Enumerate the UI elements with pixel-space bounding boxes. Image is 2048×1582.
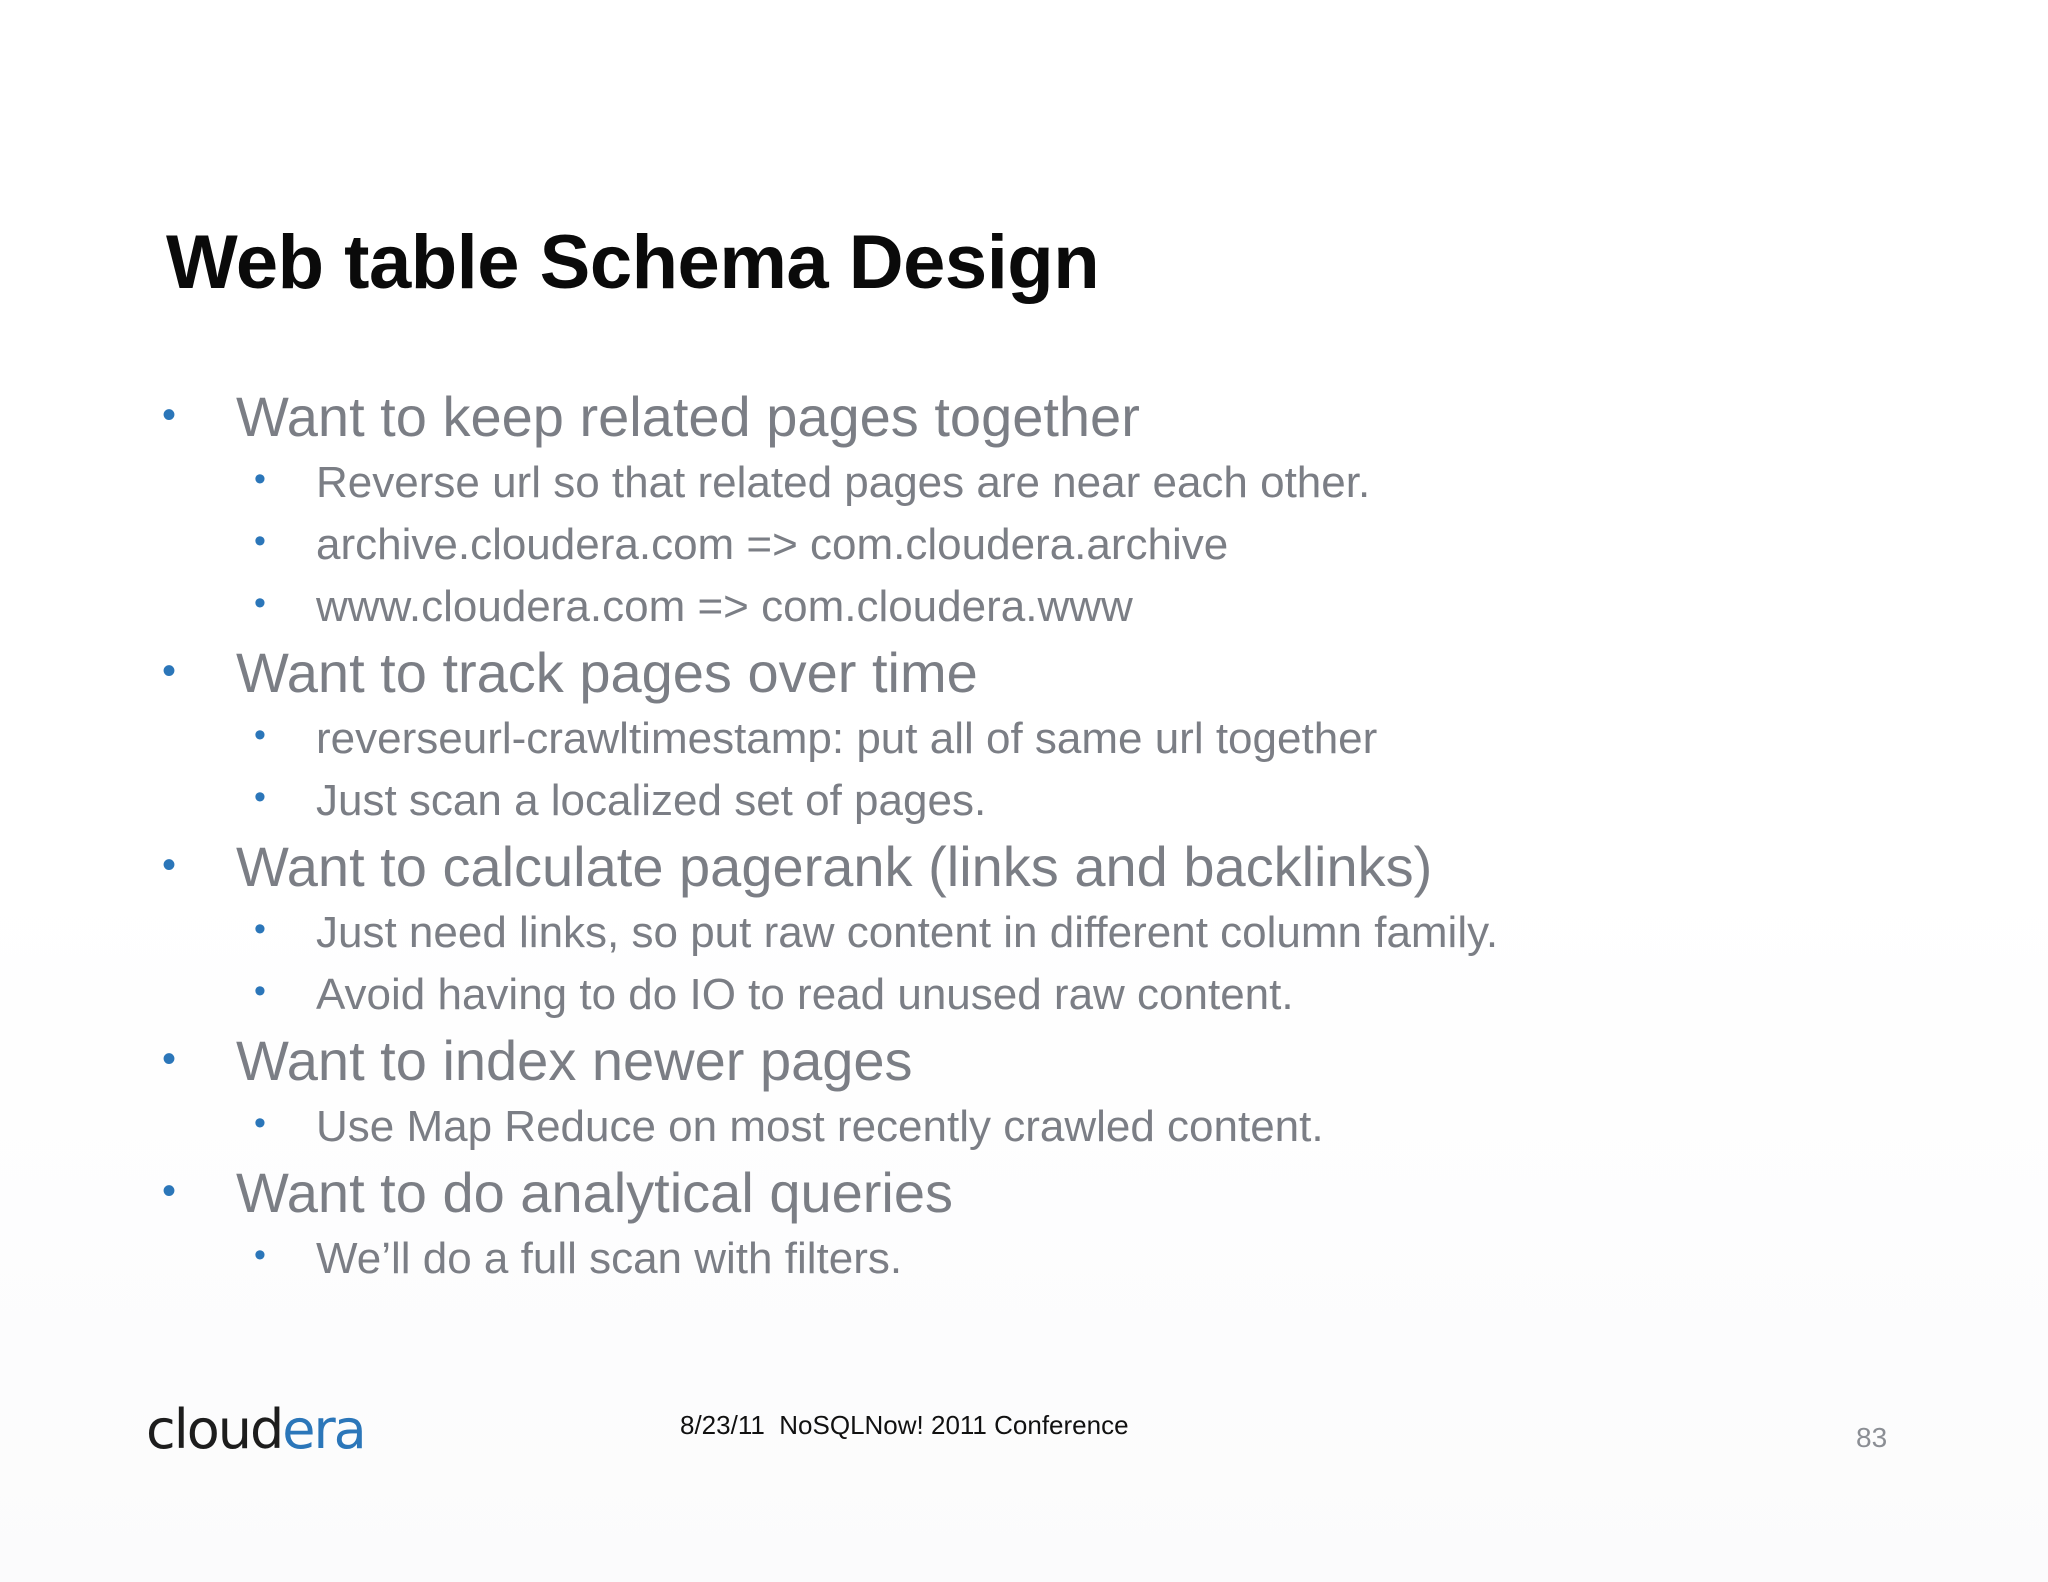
bullet-dot-icon: • <box>162 649 177 693</box>
bullet-item <box>162 638 1922 708</box>
sub-bullet-item <box>162 708 1922 770</box>
bullet-text: Want to do analytical queries <box>236 1161 953 1224</box>
page-number: 83 <box>1856 1422 1888 1453</box>
bullet-dot-icon: • <box>254 910 266 948</box>
sub-bullet-item <box>162 902 1922 964</box>
sub-bullet-group <box>162 902 1922 1026</box>
sub-bullet-text: www.cloudera.com => com.cloudera.www <box>316 582 1133 631</box>
sub-bullet-item <box>162 770 1922 832</box>
bullet-item <box>162 382 1922 452</box>
bullet-text: Want to track pages over time <box>236 641 978 704</box>
footer-conference-text: 8/23/11 NoSQLNow! 2011 Conference <box>680 1410 1129 1440</box>
cloudera-logo <box>146 1400 365 1460</box>
sub-bullet-text: Just need links, so put raw content in different column family. <box>316 908 1499 957</box>
sub-bullet-text: Use Map Reduce on most recently crawled content. <box>316 1102 1324 1151</box>
bullet-dot-icon: • <box>254 1104 266 1142</box>
sub-bullet-text: Avoid having to do IO to read unused raw content. <box>316 970 1294 1019</box>
bullet-dot-icon: • <box>254 522 266 560</box>
bullet-dot-icon: • <box>254 716 266 754</box>
bullet-list <box>162 382 1922 1290</box>
bullet-dot-icon: • <box>254 584 266 622</box>
bullet-text: Want to keep related pages together <box>236 385 1140 448</box>
bullet-text: Want to index newer pages <box>236 1029 913 1092</box>
sub-bullet-text: Reverse url so that related pages are near each other. <box>316 458 1371 507</box>
bullet-dot-icon: • <box>254 460 266 498</box>
sub-bullet-text: Just scan a localized set of pages. <box>316 776 987 825</box>
bullet-dot-icon: • <box>162 843 177 887</box>
bullet-dot-icon: • <box>254 778 266 816</box>
bullet-dot-icon: • <box>254 972 266 1010</box>
bullet-text: Want to calculate pagerank (links and backlinks) <box>236 835 1433 898</box>
sub-bullet-group <box>162 1096 1922 1158</box>
sub-bullet-text: archive.cloudera.com => com.cloudera.archive <box>316 520 1229 569</box>
logo-text-cloud: cloud <box>146 1398 283 1461</box>
sub-bullet-item <box>162 514 1922 576</box>
bullet-item <box>162 832 1922 902</box>
sub-bullet-text: We’ll do a full scan with filters. <box>316 1234 903 1283</box>
sub-bullet-item <box>162 576 1922 638</box>
sub-bullet-item <box>162 1228 1922 1290</box>
bullet-item <box>162 1026 1922 1096</box>
sub-bullet-item <box>162 1096 1922 1158</box>
sub-bullet-text: reverseurl-crawltimestamp: put all of same url together <box>316 714 1378 763</box>
slide-title: Web table Schema Design <box>166 220 1100 305</box>
sub-bullet-group <box>162 708 1922 832</box>
sub-bullet-item <box>162 452 1922 514</box>
logo-text-era: era <box>282 1398 365 1461</box>
sub-bullet-group <box>162 452 1922 638</box>
sub-bullet-item <box>162 964 1922 1026</box>
bullet-dot-icon: • <box>162 393 177 437</box>
bullet-dot-icon: • <box>162 1169 177 1213</box>
bullet-dot-icon: • <box>254 1236 266 1274</box>
bullet-dot-icon: • <box>162 1037 177 1081</box>
sub-bullet-group <box>162 1228 1922 1290</box>
bullet-item <box>162 1158 1922 1228</box>
